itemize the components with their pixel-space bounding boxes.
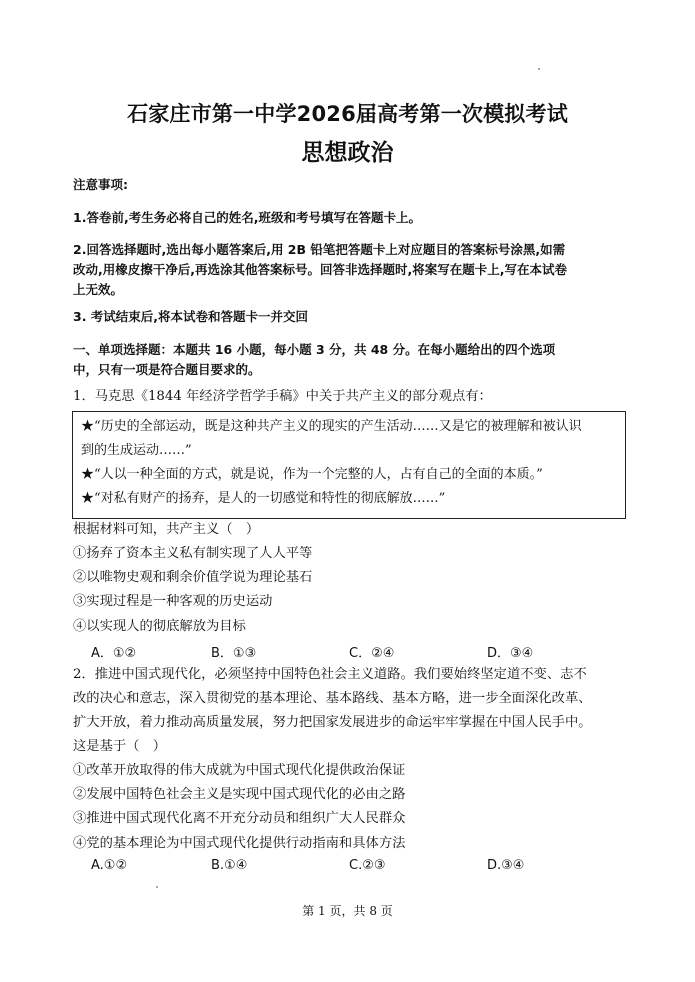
question-1-stem: 1．马克思《1844 年经济学哲学手稿》中关于共产主义的部分观点有： bbox=[73, 389, 492, 404]
statement: ①扬弃了资本主义私有制实现了人人平等 bbox=[73, 546, 313, 561]
option-a: A.①② bbox=[91, 858, 128, 873]
page-footer: 第 1 页，共 8 页 bbox=[302, 904, 393, 918]
statement: ①改革开放取得的伟大成就为中国式现代化提供政治保证 bbox=[73, 763, 406, 778]
notice-heading: 注意事项: bbox=[73, 177, 128, 192]
material-quote: ★“历史的全部运动，既是这种共产主义的现实的产生活动……又是它的被理解和被认识 bbox=[81, 419, 582, 434]
option-b: B．①③ bbox=[211, 646, 257, 661]
statement: ③实现过程是一种客观的历史运动 bbox=[73, 594, 273, 609]
notice-item: 3. 考试结束后,将本试卷和答题卡一并交回 bbox=[73, 309, 309, 324]
option-c: C.②③ bbox=[349, 858, 386, 873]
option-c: C．②④ bbox=[349, 646, 395, 661]
notice-item: 2.回答选择题时,选出每小题答案后,用 2B 铅笔把答题卡上对应题目的答案标号涂黑,如需 bbox=[73, 242, 566, 257]
question-1-material-box bbox=[72, 411, 626, 519]
question-1-prompt: 根据材料可知，共产主义（ ） bbox=[73, 522, 260, 537]
notice-item: 1.答卷前,考生务必将自己的姓名,班级和考号填写在答题卡上。 bbox=[73, 210, 421, 225]
option-d: D.③④ bbox=[487, 858, 525, 873]
scan-speck bbox=[538, 68, 540, 70]
material-quote: ★“对私有财产的扬弃，是人的一切感觉和特性的彻底解放……” bbox=[81, 491, 446, 506]
section-heading: 中，只有一项是符合题目要求的。 bbox=[73, 362, 261, 377]
material-quote: 到的生成运动……” bbox=[81, 443, 192, 458]
option-b: B.①④ bbox=[211, 858, 248, 873]
section-heading: 一、单项选择题：本题共 16 小题，每小题 3 分，共 48 分。在每小题给出的四个选项 bbox=[73, 342, 556, 357]
notice-item: 上无效。 bbox=[73, 282, 124, 297]
subject-title: 思想政治 bbox=[301, 140, 394, 166]
question-2-stem: 这是基于（ ） bbox=[73, 739, 167, 754]
scan-speck bbox=[156, 886, 158, 888]
statement: ②发展中国特色社会主义是实现中国式现代化的必由之路 bbox=[73, 787, 406, 802]
statement: ④以实现人的彻底解放为目标 bbox=[73, 619, 246, 634]
exam-title: 石家庄市第一中学2026届高考第一次模拟考试 bbox=[127, 102, 568, 126]
notice-item: 改动,用橡皮擦干净后,再选涂其他答案标号。回答非选择题时,将案写在题卡上,写在本试卷 bbox=[73, 262, 567, 277]
statement: ②以唯物史观和剩余价值学说为理论基石 bbox=[73, 570, 313, 585]
statement: ④党的基本理论为中国式现代化提供行动指南和具体方法 bbox=[73, 836, 406, 851]
question-2-stem: 扩大开放，着力推动高质量发展，努力把国家发展进步的命运牢牢掌握在中国人民手中。 bbox=[73, 715, 592, 730]
statement: ③推进中国式现代化离不开充分动员和组织广大人民群众 bbox=[73, 811, 406, 826]
option-a: A．①② bbox=[91, 646, 137, 661]
question-2-stem: 2．推进中国式现代化，必须坚持中国特色社会主义道路。我们要始终坚定道不变、志不 bbox=[73, 667, 587, 682]
question-2-stem: 改的决心和意志，深入贯彻党的基本理论、基本路线、基本方略，进一步全面深化改革、 bbox=[73, 691, 592, 706]
option-d: D．③④ bbox=[487, 646, 534, 661]
material-quote: ★“人以一种全面的方式，就是说，作为一个完整的人，占有自己的全面的本质。” bbox=[81, 467, 543, 482]
